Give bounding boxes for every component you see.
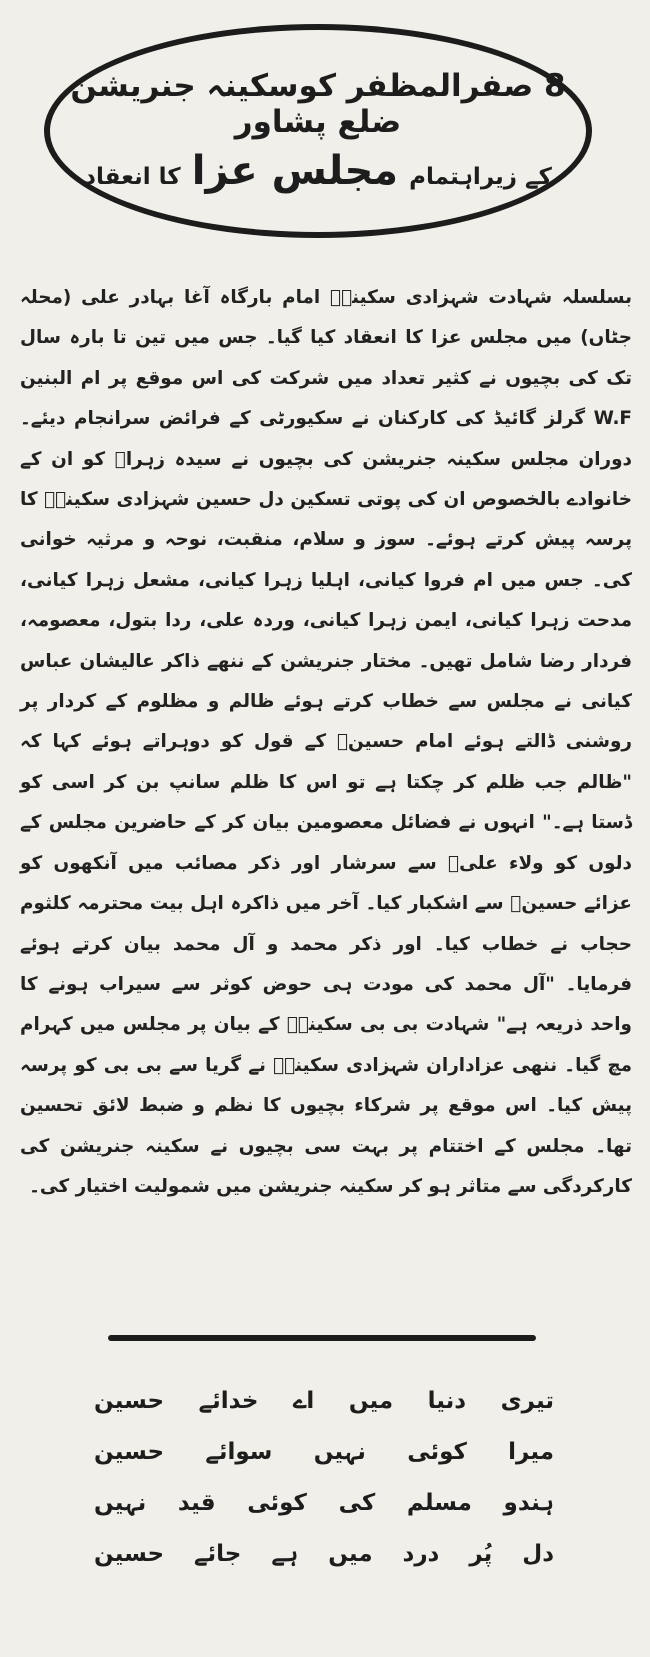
article-body <box>20 278 632 1207</box>
headline-line-2 <box>84 149 552 193</box>
poem-word: میرا <box>508 1439 554 1465</box>
poem-word: قید <box>177 1490 216 1516</box>
poem <box>94 1363 554 1567</box>
poem-word: سوائے <box>205 1439 273 1465</box>
poem-word: نہیں <box>313 1439 366 1465</box>
poem-word: کی <box>338 1490 376 1516</box>
poem-word: ہندو <box>503 1490 554 1516</box>
poem-word: ہے <box>271 1541 299 1567</box>
poem-word: تیری <box>500 1388 554 1414</box>
poem-word: درد <box>402 1541 440 1567</box>
poem-word: میں <box>348 1388 394 1414</box>
poem-word: حسین <box>94 1541 165 1567</box>
poem-word: جائے <box>194 1541 242 1567</box>
article-paragraph: بسلسلہ شہادت شہزادی سکینہؑ امام بارگاہ آغا بہادر علی (محلہ جٹاں) میں مجلس عزا کا انعقاد کیا گیا۔ جس میں تین تا بارہ سال تک کی بچیوں نے کثیر تعداد میں شرکت کی اس موقع پر ام البنین W.F گرلز گائیڈ کی کارکنان نے سکیورٹی کے فرائض سرانجام دیئے۔ دوران مجلس سکینہ جنریشن کی بچیوں نے سیدہ زہراؑ کو ان کے خانوادے بالخصوص ان کی پوتی تسکین دل حسین شہزادی سکینہؑ کا پرسہ پیش کرتے ہوئے۔ سوز و سلام، منقبت، نوحہ و مرثیہ خوانی کی۔ جس میں ام فروا کیانی، اہلیا زہرا کیانی، مشعل زہرا کیانی، مدحت زہرا کیانی، ایمن زہرا کیانی، وردہ علی، ردا بتول، معصومہ، فردار رضا شامل تھیں۔ مختار جنریشن کے ننھے ذاکر عالیشان عباس کیانی نے مجلس سے خطاب کرتے ہوئے ظالم و مظلوم کے کردار پر روشنی ڈالتے ہوئے امام حسینؑ کے قول کو دوہراتے ہوئے کہا کہ "ظالم جب ظلم کر چکتا ہے تو اس کا ظلم سانپ بن کر اسی کو ڈستا ہے۔" انہوں نے فضائل معصومین بیان کر کے حاضرین مجلس کے دلوں کو ولاء علیؑ سے سرشار اور ذکر مصائب میں آنکھوں کو عزائے حسینؑ سے اشکبار کیا۔ آخر میں ذاکرہ اہل بیت محترمہ کلثوم حجاب نے خطاب کیا۔ اور ذکر محمد و آل محمد بیان کرتے ہوئے فرمایا۔ "آل محمد کی مودت ہی حوض کوثر سے سیراب ہونے کا واحد ذریعہ ہے" شہادت بی بی سکینہؑ کے بیان پر مجلس میں کہرام مچ گیا۔ ننھی عزاداران شہزادی سکینہؑ نے گریا سے بی بی کو پرسہ پیش کیا۔ اس موقع پر شرکاء بچیوں کا نظم و ضبط لائق تحسین تھا۔ مجلس کے اختتام پر بہت سی بچیوں نے سکینہ جنریشن کی کارکردگی سے متاثر ہو کر سکینہ جنریشن میں شمولیت اختیار کی۔ <box>20 287 632 1197</box>
poem-line <box>94 1414 554 1465</box>
poem-word: خدائے <box>198 1388 259 1414</box>
headline-suffix: کا انعقاد <box>84 163 181 190</box>
poem-word: اے <box>292 1388 315 1414</box>
headline-majlis: مجلس عزا <box>191 147 399 194</box>
poem-word: میں <box>328 1541 373 1567</box>
headline-prefix: کے زیراہتمام <box>409 163 552 190</box>
poem-word: مسلم <box>406 1490 472 1516</box>
poem-word: حسین <box>94 1388 165 1414</box>
poem-word: نہیں <box>94 1490 147 1516</box>
poem-word: دل <box>522 1541 554 1567</box>
headline-oval <box>44 24 592 238</box>
poem-word: کوئی <box>247 1490 307 1516</box>
poem-word: دنیا <box>427 1388 467 1414</box>
poem-line <box>94 1516 554 1567</box>
poem-word: پُر <box>469 1541 493 1567</box>
divider-rule <box>108 1335 536 1341</box>
headline-line-1: 8 صفرالمظفر کوسکینہ جنریشن ضلع پشاور <box>70 68 566 140</box>
poem-word: حسین <box>94 1439 165 1465</box>
poem-line <box>94 1465 554 1516</box>
poem-word: کوئی <box>407 1439 467 1465</box>
poem-line <box>94 1363 554 1414</box>
